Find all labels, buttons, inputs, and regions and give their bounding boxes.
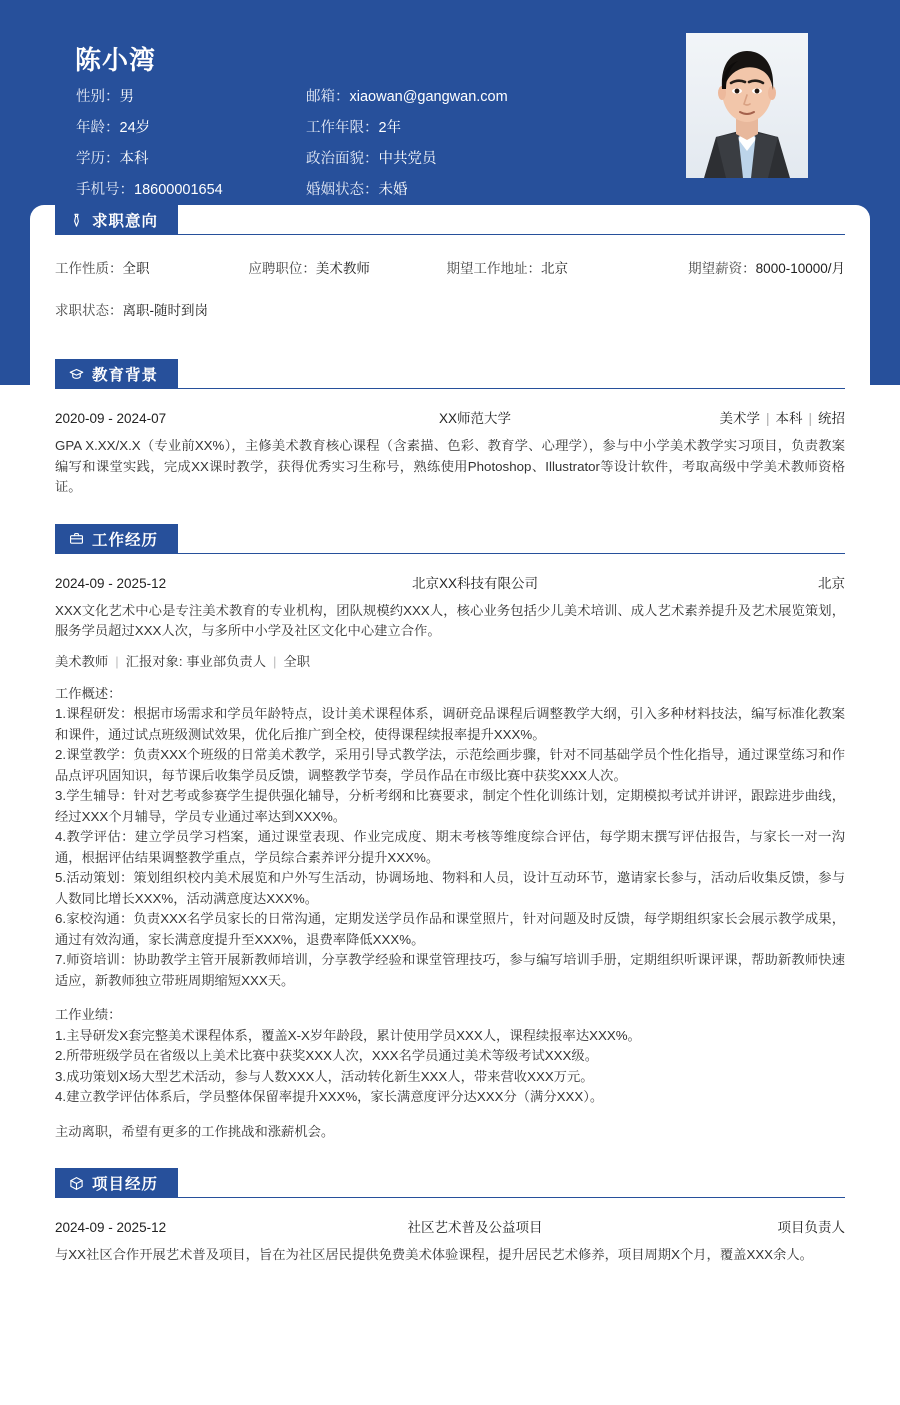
work-duty-item: 6.家校沟通：负责XXX名学员家长的日常沟通，定期发送学员作品和课堂照片，针对问题及时反馈，每学期组织家长会展示教学成果，通过有效沟通，家长满意度提升至XXX%，退费率降低XXX%。 xyxy=(55,911,845,947)
education-tags xyxy=(595,407,845,427)
field-value: 离职-随时到岗 xyxy=(122,303,208,318)
resume-header xyxy=(0,0,900,205)
section-project-experience xyxy=(30,1168,870,1266)
field-value: 8000-10000/月 xyxy=(755,261,845,276)
info-value: 18600001654 xyxy=(134,182,223,198)
field-value: 美术教师 xyxy=(315,261,370,276)
work-achievement-item: 4.建立教学评估体系后，学员整体保留率提升XXX%，家长满意度评分达XXX分（满分XXX）。 xyxy=(55,1089,604,1104)
intent-location xyxy=(447,257,689,277)
education-date: 2020-09 - 2024-07 xyxy=(55,411,167,426)
necktie-icon xyxy=(69,213,84,228)
section-body xyxy=(30,554,870,1143)
intent-position xyxy=(248,257,446,277)
project-name: 社区艺术普及公益项目 xyxy=(407,1220,543,1235)
education-admission: 统招 xyxy=(818,411,845,426)
work-achievement-item: 2.所带班级学员在省级以上美术比赛中获奖XXX人次，XXX名学员通过美术等级考试XXX级。 xyxy=(55,1048,599,1063)
section-tab xyxy=(55,205,178,235)
spacer xyxy=(30,341,870,359)
section-tab xyxy=(55,524,178,554)
info-value: 24岁 xyxy=(119,120,151,136)
field-value: 全职 xyxy=(122,261,150,276)
section-job-intention xyxy=(30,205,870,319)
education-description: GPA X.XX/X.X（专业前XX%），主修美术教育核心课程（含素描、色彩、教育学、心理学），参与中小学美术教学实习项目，负责教案编写和课堂实践，完成XX课时教学，获得优秀实习生称号，熟练使用Photoshop、Illustrator等设计软件，考取高级中学美术教师资格证。 xyxy=(55,438,845,494)
work-duties-list xyxy=(55,704,845,991)
section-education xyxy=(30,359,870,498)
info-value: 2年 xyxy=(378,120,402,136)
field-label: 应聘职位： xyxy=(248,261,316,276)
field-label: 求职状态： xyxy=(55,303,123,318)
section-rule xyxy=(178,553,845,554)
info-label: 手机号： xyxy=(76,182,134,198)
intent-job-type xyxy=(55,257,248,277)
work-achievement-item: 1.主导研发X套完整美术课程体系，覆盖X-X岁年龄段，累计使用学员XXX人，课程续报率达XXX%。 xyxy=(55,1027,641,1043)
work-duty-item: 2.课堂教学：负责XXX个班级的日常美术教学，采用引导式教学法，示范绘画步骤，针对不同基础学员个性化指导，通过课堂练习和作品点评巩固知识，每节课后收集学员反馈，调整教学节奏，学员作品在市级比赛中获奖XXX人次。 xyxy=(55,747,845,783)
section-header xyxy=(55,205,845,235)
section-header xyxy=(55,524,845,554)
section-title: 求职意向 xyxy=(92,213,159,230)
intent-status xyxy=(55,299,255,319)
info-row-political-status xyxy=(306,144,508,175)
project-description: 与XX社区合作开展艺术普及项目，旨在为社区居民提供免费美术体验课程，提升居民艺术修养，项目周期X个月，覆盖XXX余人。 xyxy=(55,1247,813,1262)
section-title: 教育背景 xyxy=(92,367,159,384)
section-rule xyxy=(178,388,845,389)
divider: | xyxy=(808,411,812,426)
section-body xyxy=(30,235,870,319)
work-duty-item: 4.教学评估：建立学员学习档案，通过课堂表现、作业完成度、期末考核等维度综合评估，每学期末撰写评估报告，与家长一对一沟通，根据评估结果调整教学重点，学员综合素养评分提升XXX%。 xyxy=(55,829,845,865)
divider: | xyxy=(273,653,277,669)
divider: | xyxy=(765,411,770,426)
candidate-photo xyxy=(686,33,808,178)
info-row-phone xyxy=(76,175,223,206)
info-label: 婚姻状态： xyxy=(306,182,379,198)
info-row-gender xyxy=(76,82,223,113)
info-label: 工作年限： xyxy=(306,120,379,136)
info-value: 中共党员 xyxy=(378,151,437,167)
section-header xyxy=(55,1168,845,1198)
info-row-email xyxy=(306,82,508,113)
section-title: 工作经历 xyxy=(92,531,159,549)
box-icon xyxy=(69,1176,84,1191)
field-label: 期望薪资： xyxy=(688,261,756,276)
education-major: 美术学 xyxy=(719,411,760,426)
work-entry-head xyxy=(55,554,845,592)
work-duty-item: 7.师资培训：协助教学主管开展新教师培训，分享教学经验和课堂管理技巧，参与编写培训手册，定期组织听课评课，帮助新教师快速适应，新教师独立带班周期缩短XXX天。 xyxy=(55,952,845,988)
info-label: 性别： xyxy=(76,89,120,105)
work-date: 2024-09 - 2025-12 xyxy=(55,575,167,591)
work-leave-reason: 主动离职，希望有更多的工作挑战和涨薪机会。 xyxy=(55,1123,335,1139)
project-date: 2024-09 - 2025-12 xyxy=(55,1220,167,1235)
work-location: 北京 xyxy=(818,575,845,591)
work-company: 北京XX科技有限公司 xyxy=(411,575,538,591)
divider: | xyxy=(115,653,119,669)
project-entry-head xyxy=(55,1198,845,1236)
work-achievements-list xyxy=(55,1026,845,1108)
info-value: 本科 xyxy=(119,151,149,167)
section-body xyxy=(30,389,870,498)
work-duty-item: 5.活动策划：策划组织校内美术展览和户外写生活动，协调场地、物料和人员，设计互动环节，邀请家长参与，活动后收集反馈，参与人数同比增长XXX%，活动满意度达XXX%。 xyxy=(55,870,845,906)
section-rule xyxy=(178,1197,845,1198)
education-school: XX师范大学 xyxy=(438,411,511,426)
section-rule xyxy=(178,234,845,235)
education-degree: 本科 xyxy=(775,411,803,426)
candidate-name: 陈小湾 xyxy=(75,45,157,75)
work-report-to: 汇报对象: 事业部负责人 xyxy=(125,653,267,669)
basic-info-column-right xyxy=(306,82,508,206)
info-label: 政治面貌： xyxy=(306,151,379,167)
section-title: 项目经历 xyxy=(92,1176,159,1193)
work-duties-title: 工作概述： xyxy=(55,685,122,701)
info-row-age xyxy=(76,113,223,144)
work-meta xyxy=(55,651,845,670)
briefcase-icon xyxy=(69,531,84,546)
info-row-degree xyxy=(76,144,223,175)
basic-info-column-left xyxy=(76,82,223,206)
section-tab xyxy=(55,1168,178,1198)
spacer xyxy=(30,1142,870,1168)
info-value: 男 xyxy=(119,89,134,105)
info-value: xiaowan@gangwan.com xyxy=(349,89,508,105)
graduation-cap-icon xyxy=(69,367,84,382)
field-label: 工作性质： xyxy=(55,261,123,276)
resume-card xyxy=(30,205,870,1405)
work-achievements-title: 工作业绩： xyxy=(55,1007,122,1022)
section-body xyxy=(30,1198,870,1266)
field-label: 期望工作地址： xyxy=(446,261,541,276)
section-tab xyxy=(55,359,178,389)
section-header xyxy=(55,359,845,389)
info-value: 未婚 xyxy=(378,182,408,198)
project-role: 项目负责人 xyxy=(777,1220,845,1235)
field-value: 北京 xyxy=(541,261,568,276)
work-duty-item: 3.学生辅导：针对艺考或参赛学生提供强化辅导，分析考纲和比赛要求，制定个性化训练计划，定期模拟考试并讲评，跟踪进步曲线，经过XXX个月辅导，学员专业通过率达到XXX%。 xyxy=(55,788,845,824)
info-row-marital-status xyxy=(306,175,508,206)
work-title: 美术教师 xyxy=(55,653,109,669)
work-duty-item: 1.课程研发：根据市场需求和学员年龄特点，设计美术课程体系，调研竞品课程后调整教学大纲，引入多种材料技法，编写标准化教案和课件，通过试点班级测试效果，优化后推广到全校，使得课程续报率提升XXX%。 xyxy=(55,706,845,742)
section-work-experience xyxy=(30,524,870,1143)
info-label: 邮箱： xyxy=(306,89,350,105)
info-row-experience-years xyxy=(306,113,508,144)
work-company-intro: XXX文化艺术中心是专注美术教育的专业机构，团队规模约XXX人，核心业务包括少儿美术培训、成人艺术素养提升及艺术展览策划，服务学员超过XXX人次，与多所中小学及社区文化中心建立合作。 xyxy=(55,602,845,638)
info-label: 年龄： xyxy=(76,120,120,136)
work-employment-type: 全职 xyxy=(283,653,311,669)
education-entry-head xyxy=(55,389,845,427)
info-label: 学历： xyxy=(76,151,120,167)
spacer xyxy=(30,498,870,524)
intent-row-primary xyxy=(55,257,845,277)
intent-salary xyxy=(688,257,845,277)
work-achievement-item: 3.成功策划X场大型艺术活动，参与人数XXX人，活动转化新生XXX人，带来营收XXX万元。 xyxy=(55,1068,594,1084)
intent-row-secondary xyxy=(55,299,845,319)
